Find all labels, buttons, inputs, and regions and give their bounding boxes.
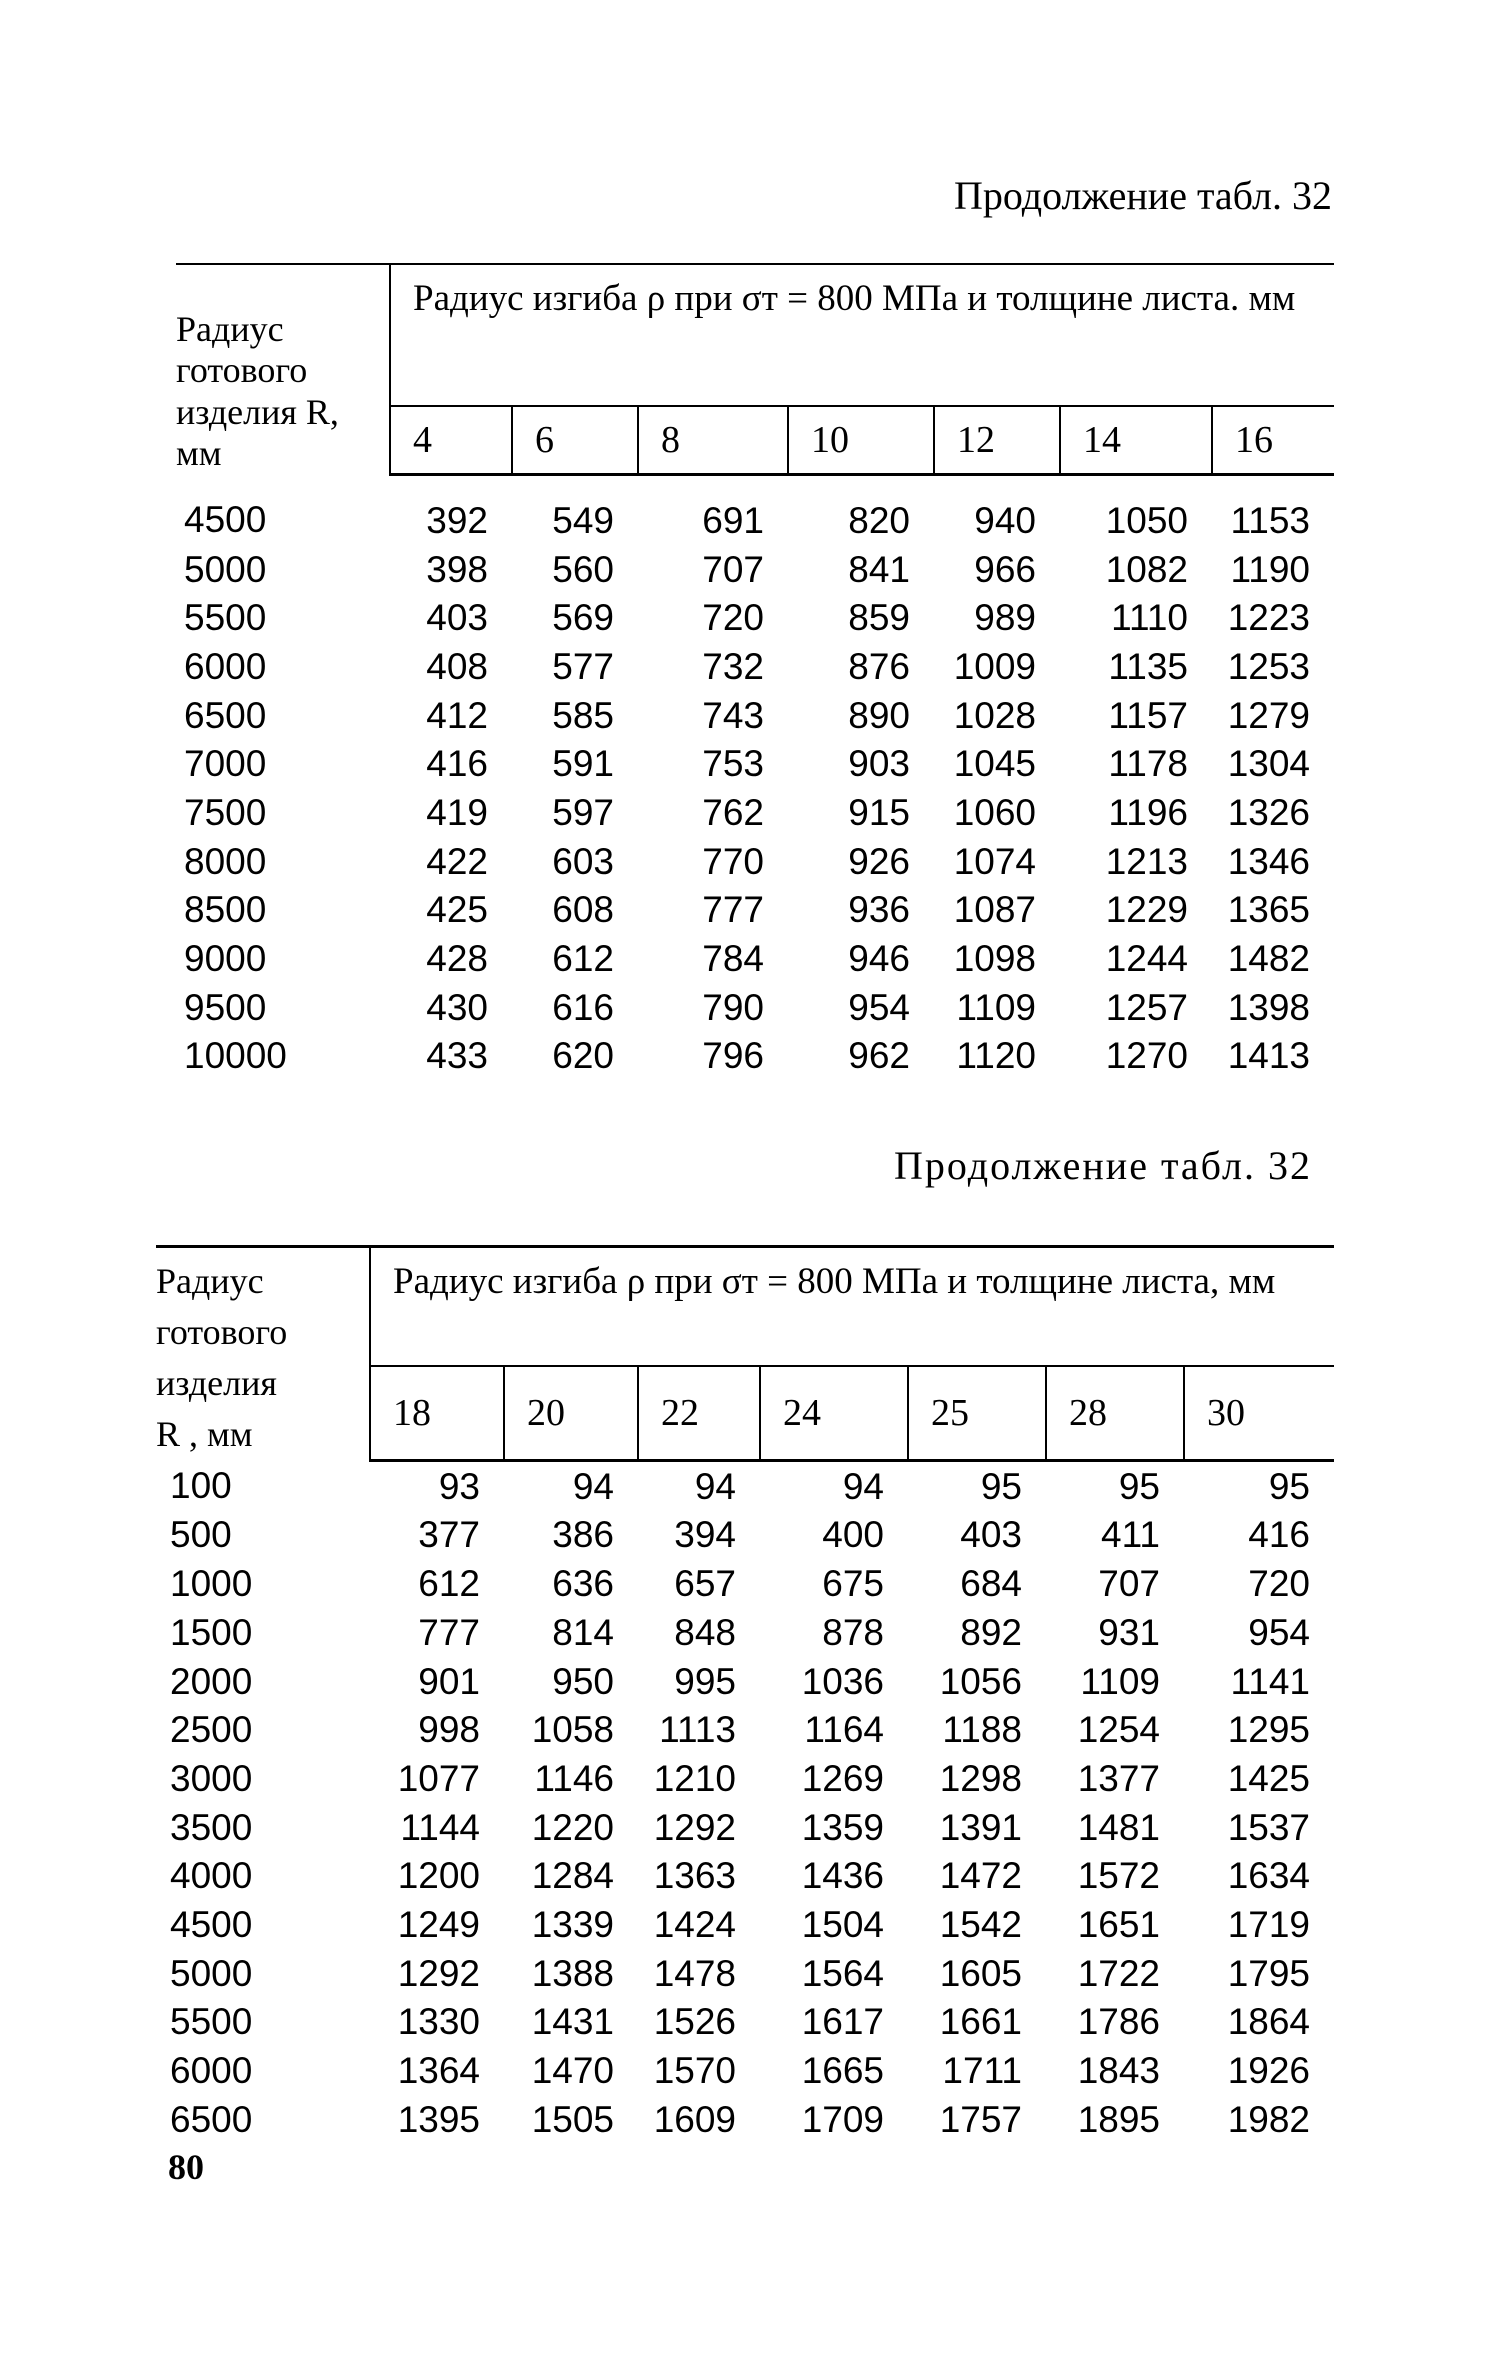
table-cell: 608 [552,889,614,931]
table-cell: 784 [702,938,764,980]
table-cell: 1377 [1077,1757,1160,1799]
column-header: 6 [512,406,638,474]
table-cell: 1864 [1227,2001,1311,2043]
table-cell: 1661 [939,2001,1022,2043]
table-cell: 777 [418,1611,480,1653]
table-cell: 1388 [531,1952,614,1994]
table-row [176,475,1334,545]
table-cell: 707 [1098,1563,1160,1605]
table-cell: 936 [848,889,910,931]
table-cell: 1363 [653,1855,736,1897]
row-radius: 10000 [184,1035,287,1077]
table-cell: 1895 [1077,2098,1160,2140]
table-cell: 612 [552,938,614,980]
row-radius: 5000 [184,548,267,590]
table-cell: 1481 [1077,1806,1160,1848]
table-cell: 901 [418,1660,480,1702]
table-cell: 1109 [956,986,1036,1028]
table-cell: 1098 [953,938,1036,980]
table-cell: 1298 [939,1757,1022,1799]
table-cell: 950 [552,1660,614,1702]
table-row [176,740,1334,789]
column-header: 18 [370,1366,504,1461]
column-header: 28 [1046,1366,1184,1461]
table-cell: 796 [702,1035,764,1077]
row-radius: 1500 [170,1611,253,1653]
table-row [176,1032,1334,1081]
column-header: 12 [934,406,1060,474]
table-cell: 419 [426,792,488,834]
table-cell: 585 [552,694,614,736]
table-cell: 1795 [1227,1952,1311,1994]
table-cell: 394 [674,1514,736,1556]
table-row [176,593,1334,642]
table-cell: 946 [848,938,910,980]
table-cell: 1346 [1227,840,1311,882]
table-cell: 1292 [397,1952,480,1994]
table-cell: 1339 [531,1903,614,1945]
row-radius: 8500 [184,889,267,931]
table-cell: 612 [418,1563,480,1605]
row-radius: 6500 [184,694,267,736]
table-cell: 1304 [1227,743,1311,785]
table-cell: 848 [674,1611,736,1653]
table-cell: 1295 [1227,1709,1311,1751]
row-radius: 4500 [170,1903,253,1945]
table-cell: 707 [702,548,764,590]
table-cell: 1926 [1227,2050,1311,2092]
table-row [176,886,1334,935]
table-cell: 1365 [1227,889,1311,931]
stub-header-line: готового [176,350,308,391]
table-cell: 1478 [653,1952,736,1994]
row-radius: 5500 [170,2001,253,2043]
table-row [156,1754,1334,1803]
table1-caption: Продолжение табл. 32 [954,173,1332,218]
table-cell: 1711 [942,2050,1022,2092]
row-radius: 500 [170,1514,232,1556]
table-cell: 1359 [801,1806,884,1848]
table-cell: 1605 [939,1952,1022,1994]
table-cell: 841 [848,548,910,590]
table-cell: 1564 [801,1952,884,1994]
table-cell: 392 [426,499,488,541]
table-cell: 1074 [953,840,1036,882]
table-cell: 1398 [1227,986,1311,1028]
table-cell: 1210 [653,1757,736,1799]
table-cell: 1572 [1077,1855,1160,1897]
table-cell: 657 [674,1563,736,1605]
table-cell: 1164 [804,1709,884,1751]
table-cell: 931 [1098,1611,1160,1653]
table-cell: 1036 [801,1660,884,1702]
table-cell: 1188 [942,1709,1022,1751]
table-cell: 408 [426,645,488,687]
table-cell: 954 [848,986,910,1028]
table-bend-radius-18-30 [156,1245,1334,2144]
table-cell: 1077 [397,1757,480,1799]
row-radius: 2500 [170,1709,253,1751]
table-cell: 386 [552,1514,614,1556]
table-cell: 770 [702,840,764,882]
table-cell: 95 [980,1465,1022,1507]
table-cell: 732 [702,645,764,687]
column-header: 4 [390,406,512,474]
span-header: Радиус изгиба ρ при σт = 800 МПа и толщине листа, мм [370,1247,1334,1366]
table-cell: 94 [572,1465,614,1507]
stub-header-line: Радиус [176,309,284,349]
table-cell: 903 [848,743,910,785]
table-cell: 892 [960,1611,1022,1653]
table-cell: 753 [702,743,764,785]
table-cell: 1050 [1105,499,1188,541]
table-cell: 425 [426,889,488,931]
table-cell: 691 [702,499,764,541]
table-cell: 1141 [1230,1660,1311,1702]
column-header: 25 [908,1366,1046,1461]
table-cell: 1253 [1227,645,1311,687]
table-cell: 416 [426,743,488,785]
table-cell: 820 [848,499,910,541]
stub-header [176,264,390,475]
table-cell: 1617 [801,2001,884,2043]
table-cell: 1157 [1108,694,1188,736]
table-bend-radius-4-16 [176,263,1334,1080]
table-cell: 1757 [939,2098,1022,2140]
table-row [156,1705,1334,1754]
table-cell: 1178 [1108,743,1188,785]
table-cell: 720 [1248,1563,1311,1605]
table-cell: 1270 [1105,1035,1188,1077]
table-cell: 878 [822,1611,884,1653]
table-row [156,1900,1334,1949]
table-cell: 1120 [956,1035,1036,1077]
row-radius: 100 [170,1465,232,1507]
table-cell: 1326 [1227,792,1311,834]
table-row [176,642,1334,691]
column-header: 8 [638,406,788,474]
table-cell: 1190 [1230,548,1311,590]
table-cell: 989 [974,597,1036,639]
table-cell: 1279 [1227,694,1311,736]
table-row [156,2095,1334,2144]
table-cell: 1526 [653,2001,736,2043]
table-row [156,1851,1334,1900]
table-cell: 1786 [1077,2001,1160,2043]
row-radius: 4000 [170,1855,253,1897]
table-cell: 1144 [400,1806,480,1848]
table-cell: 926 [848,840,910,882]
page-number: 80 [168,2147,204,2187]
span-header: Радиус изгиба ρ при σт = 800 МПа и толщине листа. мм [390,264,1334,406]
row-radius: 5500 [184,597,267,639]
table-row [176,837,1334,886]
table-cell: 1391 [939,1806,1022,1848]
table-cell: 1220 [531,1806,614,1848]
table-cell: 412 [426,694,488,736]
table-cell: 1257 [1105,986,1188,1028]
table-cell: 890 [848,694,910,736]
row-radius: 3500 [170,1806,253,1848]
table-cell: 1254 [1077,1709,1160,1751]
table-cell: 962 [848,1035,910,1077]
table-cell: 1609 [653,2098,736,2140]
table-cell: 1082 [1105,548,1188,590]
table-cell: 1982 [1227,2098,1311,2140]
table-cell: 1719 [1227,1903,1311,1945]
table-cell: 684 [960,1563,1022,1605]
table-cell: 720 [702,597,764,639]
table-cell: 1634 [1227,1855,1311,1897]
table-cell: 416 [1248,1514,1311,1556]
row-radius: 9500 [184,986,267,1028]
table-row [156,1803,1334,1852]
column-header: 10 [788,406,934,474]
stub-header-line: R , мм [156,1414,253,1455]
row-radius: 2000 [170,1660,253,1702]
table-cell: 1542 [939,1903,1022,1945]
row-radius: 9000 [184,938,267,980]
table-cell: 1504 [801,1903,884,1945]
table-cell: 1249 [397,1903,480,1945]
table-cell: 93 [438,1465,480,1507]
table2-caption: Продолжение табл. 32 [894,1143,1312,1188]
table-cell: 1709 [801,2098,884,2140]
table-cell: 422 [426,840,488,882]
table-cell: 1537 [1227,1806,1311,1848]
row-radius: 6000 [184,645,267,687]
table-cell: 1292 [653,1806,736,1848]
table-row [156,2046,1334,2095]
table-cell: 876 [848,645,910,687]
table-row [156,1511,1334,1560]
table-cell: 560 [552,548,614,590]
table-cell: 1087 [953,889,1036,931]
table-cell: 1269 [801,1757,884,1799]
table-cell: 1424 [653,1903,736,1945]
table-cell: 620 [552,1035,614,1077]
table-cell: 940 [974,499,1036,541]
table-cell: 1364 [397,2050,480,2092]
table-cell: 1213 [1105,840,1188,882]
table-cell: 743 [702,694,764,736]
table-cell: 1113 [659,1709,736,1751]
table-cell: 1284 [531,1855,614,1897]
table-cell: 597 [552,792,614,834]
column-header: 22 [638,1366,760,1461]
table-cell: 1110 [1111,597,1188,639]
table-cell: 411 [1101,1514,1160,1556]
table-row [156,1657,1334,1706]
table-cell: 1395 [397,2098,480,2140]
table-cell: 636 [552,1563,614,1605]
row-radius: 8000 [184,840,267,882]
table-row [176,934,1334,983]
table-cell: 1570 [653,2050,736,2092]
table-cell: 1665 [801,2050,884,2092]
table-cell: 94 [842,1465,884,1507]
table-cell: 777 [702,889,764,931]
table-row [156,1998,1334,2047]
table-cell: 1028 [953,694,1036,736]
table-cell: 1651 [1077,1903,1160,1945]
table-cell: 762 [702,792,764,834]
table-cell: 995 [674,1660,736,1702]
table-cell: 1229 [1105,889,1188,931]
table-cell: 1146 [534,1757,614,1799]
table-cell: 1244 [1105,938,1188,980]
column-header: 24 [760,1366,908,1461]
row-radius: 7500 [184,792,267,834]
row-radius: 7000 [184,743,267,785]
table-cell: 998 [418,1709,480,1751]
stub-header-line: изделия [156,1363,277,1404]
table-cell: 569 [552,597,614,639]
table-cell: 1436 [801,1855,884,1897]
table-cell: 430 [426,986,488,1028]
row-radius: 3000 [170,1757,253,1799]
table-cell: 95 [1118,1465,1160,1507]
row-radius: 4500 [184,499,267,541]
table-row [156,1949,1334,1998]
row-radius: 6000 [170,2050,253,2092]
table-cell: 1109 [1080,1660,1160,1702]
table-cell: 1425 [1227,1757,1311,1799]
table-cell: 616 [552,986,614,1028]
column-header: 16 [1212,406,1334,474]
column-header: 14 [1060,406,1212,474]
table-row [176,691,1334,740]
column-header: 30 [1184,1366,1334,1461]
table-cell: 1196 [1108,792,1188,834]
table-cell: 377 [418,1514,480,1556]
table-cell: 966 [974,548,1036,590]
table-cell: 1482 [1227,938,1311,980]
table-cell: 95 [1268,1465,1311,1507]
table-cell: 433 [426,1035,488,1077]
table-cell: 591 [552,743,614,785]
table-cell: 1056 [939,1660,1022,1702]
table-cell: 403 [426,597,488,639]
column-header: 20 [504,1366,638,1461]
table-cell: 1470 [531,2050,614,2092]
stub-header-line: мм [176,433,222,474]
table-cell: 1200 [397,1855,480,1897]
row-radius: 5000 [170,1952,253,1994]
table-cell: 398 [426,548,488,590]
stub-header-line: изделия R, [176,391,339,432]
table-cell: 1045 [953,743,1036,785]
table-cell: 1505 [531,2098,614,2140]
row-radius: 6500 [170,2098,253,2140]
table-cell: 1330 [397,2001,480,2043]
table-cell: 549 [552,499,614,541]
table-cell: 603 [552,840,614,882]
table-row [156,1559,1334,1608]
table-cell: 790 [702,986,764,1028]
table-row [176,788,1334,837]
table-cell: 1413 [1227,1035,1311,1077]
table-cell: 675 [822,1563,884,1605]
stub-header [156,1247,370,1461]
table-cell: 1135 [1108,645,1188,687]
table-row [176,545,1334,594]
table-row [176,983,1334,1032]
table-cell: 94 [694,1465,736,1507]
table-row [156,1460,1334,1510]
stub-header-line: готового [156,1312,288,1353]
table-cell: 1153 [1230,499,1311,541]
row-radius: 1000 [170,1563,253,1605]
table-cell: 1223 [1227,597,1311,639]
table-cell: 428 [426,938,488,980]
table-row [156,1608,1334,1657]
table-cell: 915 [848,792,910,834]
table-cell: 1009 [953,645,1036,687]
table-cell: 400 [822,1514,884,1556]
table-cell: 814 [552,1611,614,1653]
table-cell: 403 [960,1514,1022,1556]
table-cell: 1431 [531,2001,614,2043]
table-cell: 1843 [1077,2050,1160,2092]
table-cell: 1722 [1077,1952,1160,1994]
stub-header-line: Радиус [156,1261,264,1301]
table-cell: 1472 [939,1855,1022,1897]
table-cell: 859 [848,597,910,639]
table-cell: 1058 [531,1709,614,1751]
table-cell: 577 [552,645,614,687]
table-cell: 954 [1248,1611,1311,1653]
table-cell: 1060 [953,792,1036,834]
